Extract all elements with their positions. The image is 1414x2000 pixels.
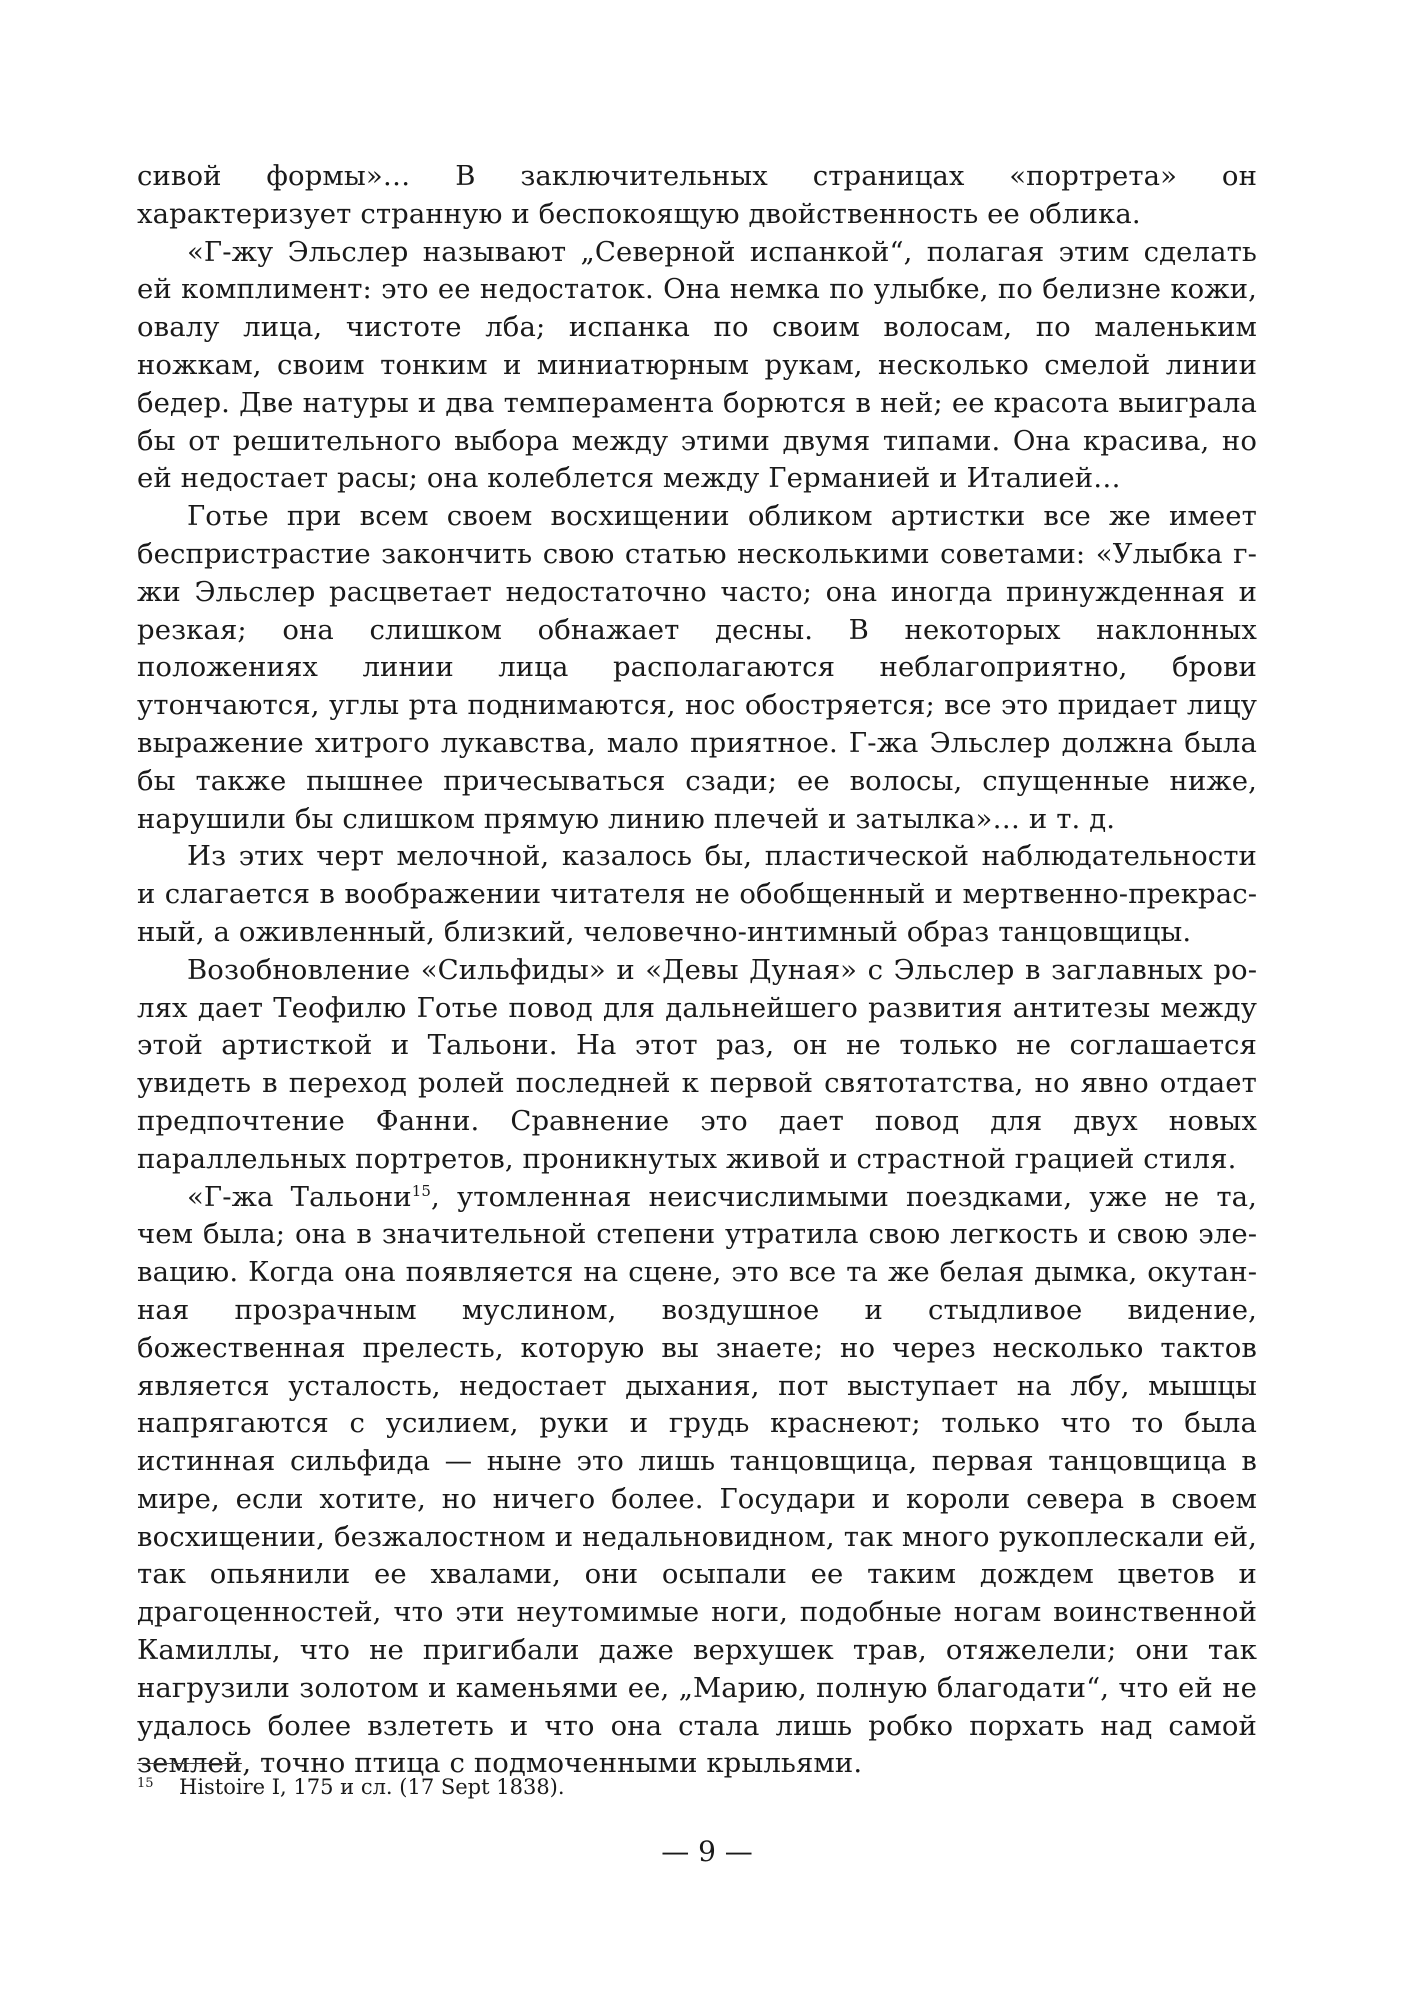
paragraph-3: Готье при всем своем восхищении обликом артистки все же имеет беспристрастие закончить свою статью несколькими советами: «Улыбка г-жи Эльслер расцветает недостаточно часто; она иногда принужденная и резкая; она слишком обнажает десны. В некоторых наклонных положениях линии лица располагаются неблагоприятно, брови утончаются, углы рта поднимаются, нос обостряется; все это придает лицу выражение хитрого лукавства, мало приятное. Г-жа Эльслер должна была бы также пышнее причесываться сзади; ее волосы, спущенные ниже, нарушили бы слишком прямую линию плечей и затылка»… и т. д.: [137, 500, 1257, 835]
footnote: 15 Histoire I, 175 и сл. (17 Sept 1838).: [137, 1775, 565, 1799]
paragraph-4: Из этих черт мелочной, казалось бы, пластической наблюдательности и слагается в воображении читателя не обобщенный и мертвенно-прекрасный, а оживленный, близкий, человечно-интимный образ танцовщицы.: [137, 840, 1257, 948]
footnote-divider: [137, 1763, 242, 1764]
paragraph-6: [137, 1179, 1257, 1784]
paragraph-1: сивой формы»… В заключительных страницах «портрета» он характеризует странную и беспокоящую двойственность ее облика.: [137, 160, 1257, 230]
paragraph-2: «Г-жу Эльслер называют „Северной испанкой“, полагая этим сделать ей комплимент: это ее недостаток. Она немка по улыбке, по белизне кожи, овалу лица, чистоте лба; испанка по своим волосам, по маленьким ножкам, своим тонким и миниатюрным рукам, несколько смелой линии бедер. Две натуры и два темперамента борются в ней; ее красота выиграла бы от решительного выбора между этими двумя типами. Она красива, но ей недостает расы; она колеблется между Германией и Италией…: [137, 235, 1257, 495]
main-text: [137, 158, 1257, 1783]
footnote-reference[interactable]: 15: [411, 1181, 432, 1200]
footnote-text: Histoire I, 175 и сл. (17 Sept 1838).: [179, 1775, 565, 1799]
paragraph-6-start: «Г-жа Тальони: [187, 1180, 412, 1213]
paragraph-5: Возобновление «Сильфиды» и «Девы Дуная» с Эльслер в заглавных ролях дает Теофилю Готье повод для дальнейшего развития антитезы между этой артисткой и Тальони. На этот раз, он не только не соглашается увидеть в переход ролей последней к первой святотатства, но явно отдает предпочтение Фанни. Сравнение это дает повод для двух новых параллельных портретов, проникнутых живой и страстной грацией стиля.: [137, 953, 1257, 1175]
page-number: — 9 —: [661, 1835, 753, 1868]
paragraph-6-body: , утомленная неисчислимыми поездками, уже не та, чем была; она в значительной степени утратила свою легкость и свою элевацию. Когда она появляется на сцене, это все та же белая дымка, окутанная прозрачным муслином, воздушное и стыдливое видение, божественная прелесть, которую вы знаете; но через несколько тактов является усталость, недостает дыхания, пот выступает на лбу, мышцы напрягаются с усилием, руки и грудь краснеют; только что то была истинная сильфида — ныне это лишь танцовщица, первая танцовщица в мире, если хотите, но ничего более. Государи и короли севера в своем восхищении, безжалостном и недальновидном, так много рукоплескали ей, так опьянили ее хвалами, они осыпали ее таким дождем цветов и драгоценностей, что эти неутомимые ноги, подобные ногам воинственной Камиллы, что не пригибали даже верхушек трав, отяжелели; они так нагрузили золотом и каменьями ее, „Марию, полную благодати“, что ей не удалось более взлететь и что она стала лишь робко порхать над самой землей, точно птица с подмоченными крыльями.: [137, 1180, 1258, 1780]
